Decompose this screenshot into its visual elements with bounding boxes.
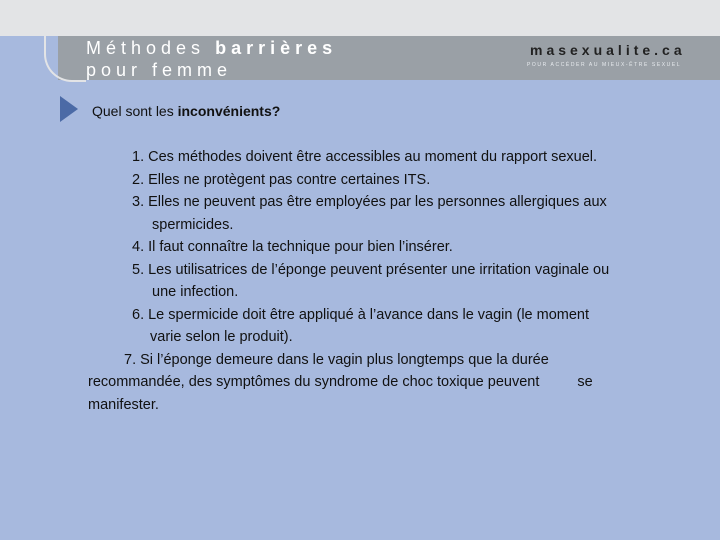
list-item-text: se bbox=[577, 374, 593, 390]
inconvenients-list bbox=[88, 146, 698, 416]
list-item: 2. Elles ne protègent pas contre certaines ITS. bbox=[132, 171, 431, 188]
list-item-continuation: une infection. bbox=[152, 284, 239, 300]
list-item-continuation: spermicides. bbox=[152, 216, 234, 233]
bullet-arrow-icon bbox=[60, 96, 78, 122]
list-item: 6. Le spermicide doit être appliqué à l’avance dans le vagin (le moment bbox=[132, 306, 590, 323]
brand-tagline: POUR ACCÉDER AU MIEUX-ÊTRE SEXUEL bbox=[527, 62, 682, 68]
title-corner-decoration bbox=[44, 36, 86, 82]
slide-title bbox=[86, 37, 337, 81]
list-item-text: recommandée, des symptômes du syndrome de choc toxique peuvent bbox=[88, 374, 540, 390]
title-line2: pour femme bbox=[86, 60, 233, 80]
list-item: 1. Ces méthodes doivent être accessibles au moment du rapport sexuel. bbox=[132, 149, 598, 165]
title-part1: Méthodes bbox=[86, 38, 206, 58]
list-item-continuation: manifester. bbox=[88, 396, 159, 413]
list-item: 7. Si l’éponge demeure dans le vagin plus longtemps que la durée bbox=[124, 351, 549, 368]
list-item: 3. Elles ne peuvent pas être employées par les personnes allergiques aux bbox=[132, 194, 607, 210]
question-prefix: Quel sont les bbox=[92, 103, 178, 119]
title-part2: barrières bbox=[215, 38, 338, 58]
list-item: 4. Il faut connaître la technique pour bien l’insérer. bbox=[132, 239, 453, 255]
question-heading bbox=[92, 102, 280, 120]
list-item-continuation: varie selon le produit). bbox=[150, 329, 293, 345]
question-emphasis: inconvénients? bbox=[177, 103, 281, 119]
list-item-continuation bbox=[88, 371, 698, 394]
list-item: 5. Les utilisatrices de l’éponge peuvent présenter une irritation vaginale ou bbox=[132, 261, 610, 278]
top-strip bbox=[0, 0, 720, 36]
brand-logo-text: masexualite.ca bbox=[530, 42, 686, 58]
